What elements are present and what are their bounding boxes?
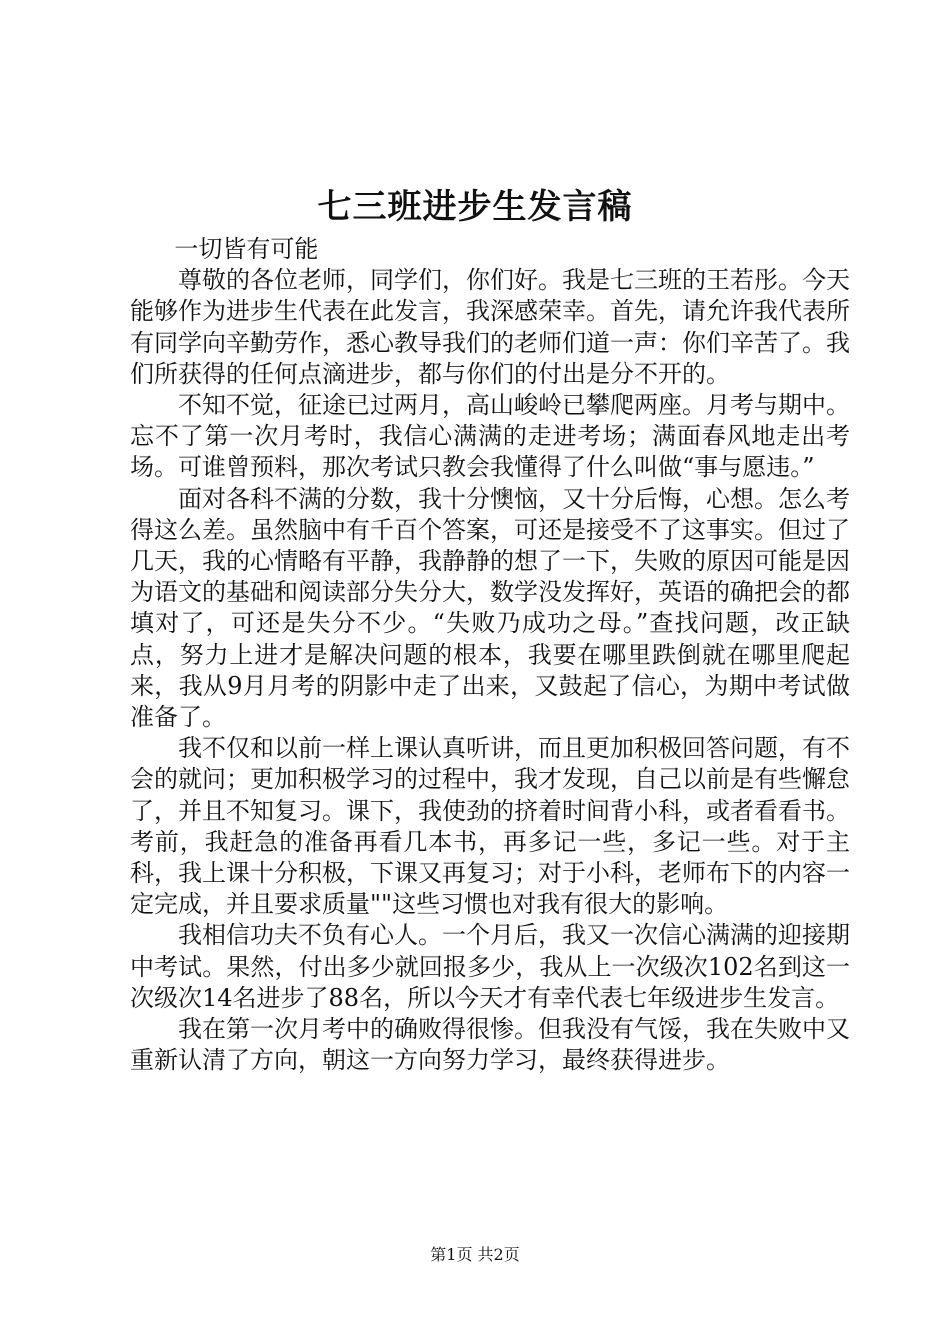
paragraph: 我在第一次月考中的确败得很惨。但我没有气馁，我在失败中又重新认清了方向，朝这一方向努力学习，最终获得进步。 — [130, 1015, 850, 1075]
paragraph: 面对各科不满的分数，我十分懊恼，又十分后悔，心想。怎么考得这么差。虽然脑中有千百个答案，可还是接受不了这事实。但过了几天，我的心情略有平静，我静静的想了一下，失败的原因可能是因为语文的基础和阅读部分失分大，数学没发挥好，英语的确把会的都填对了，可还是失分不少。“失败乃成功之母。”查找问题，改正缺点，努力上进才是解决问题的根本，我要在哪里跌倒就在哪里爬起来，我从9月月考的阴影中走了出来，又鼓起了信心，为期中考试做准备了。 — [130, 484, 850, 732]
document-body — [130, 234, 850, 1076]
document-title: 七三班进步生发言稿 — [317, 187, 633, 227]
paragraph: 我相信功夫不负有心人。一个月后，我又一次信心满满的迎接期中考试。果然，付出多少就回报多少，我从上一次级次102名到这一次级次14名进步了88名，所以今天才有幸代表七年级进步生发言。 — [130, 921, 850, 1012]
paragraph: 不知不觉，征途已过两月，高山峻岭已攀爬两座。月考与期中。忘不了第一次月考时，我信心满满的走进考场；满面春风地走出考场。可谁曾预料，那次考试只教会我懂得了什么叫做“事与愿违。” — [130, 391, 850, 482]
document-subtitle: 一切皆有可能 — [174, 235, 319, 263]
paragraph: 尊敬的各位老师，同学们，你们好。我是七三班的王若彤。今天能够作为进步生代表在此发言，我深感荣幸。首先，请允许我代表所有同学向辛勤劳作，悉心教导我们的老师们道一声：你们辛苦了。我们所获得的任何点滴进步，都与你们的付出是分不开的。 — [130, 266, 850, 388]
paragraph: 我不仅和以前一样上课认真听讲，而且更加积极回答问题，有不会的就问；更加积极学习的过程中，我才发现，自己以前是有些懈怠了，并且不知复习。课下，我使劲的挤着时间背小科，或者看看书。考前，我赶急的准备再看几本书，再多记一些，多记一些。对于主科，我上课十分积极，下课又再复习；对于小科，老师布下的内容一定完成，并且要求质量""这些习惯也对我有很大的影响。 — [130, 734, 850, 919]
page-footer: 第1页 共2页 — [430, 1245, 520, 1264]
